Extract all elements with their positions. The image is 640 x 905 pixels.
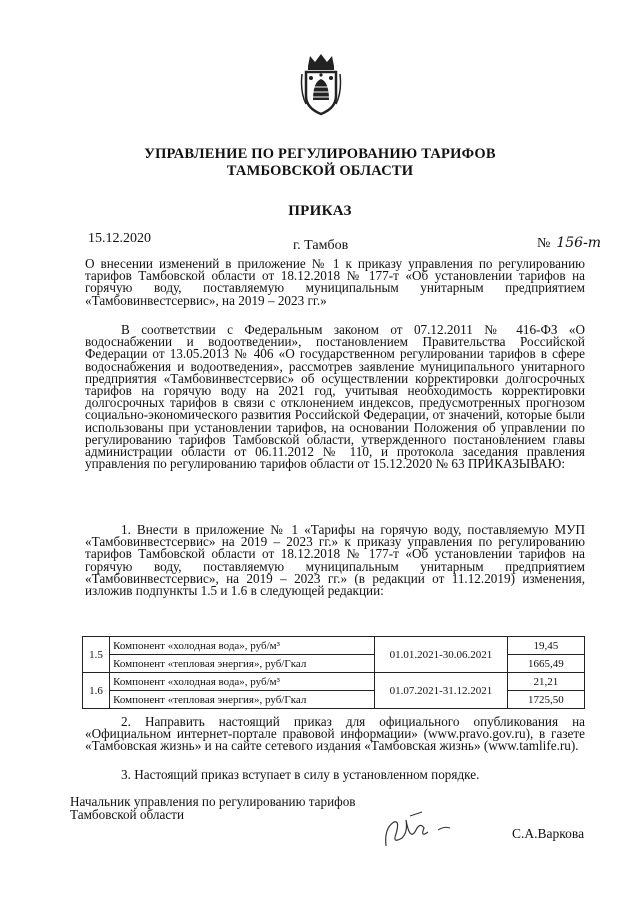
row-number: 1.5 [83, 637, 110, 673]
tariff-table [82, 636, 585, 709]
component-name: Компонент «холодная вода», руб/м³ [110, 637, 375, 655]
agency-name-line1: УПРАВЛЕНИЕ ПО РЕГУЛИРОВАНИЮ ТАРИФОВ [144, 146, 496, 162]
order-date: 15.12.2020 [88, 231, 151, 246]
tariff-value: 1665,49 [507, 655, 584, 673]
tariff-value: 19,45 [507, 637, 584, 655]
tariff-value: 21,21 [507, 673, 584, 691]
signer-name: С.А.Варкова [512, 826, 585, 841]
item-1-paragraph: 1. Внести в приложение № 1 «Тарифы на горячую воду, поставляемую МУП «Тамбовинвестсервис» на 2019 – 2023 гг.» к приказу управления по регулированию тарифов Тамбовской области от 18.12.2018 № 177-т «Об установлении тарифов на горячую воду, поставляемую муниципальным унитарным предприятием «Тамбовинвестсервис», на 2019 – 2023 гг.» (в редакции от 11.12.2019) изменения, изложив подпункты 1.5 и 1.6 в следующей редакции: [85, 522, 585, 599]
order-number-value: 156-т [556, 235, 602, 251]
table-row [83, 673, 585, 691]
item-3-paragraph: 3. Настоящий приказ вступает в силу в установленном порядке. [121, 767, 480, 782]
table-row [83, 655, 585, 673]
coat-of-arms-icon [300, 52, 342, 116]
order-number-label: № [537, 236, 551, 251]
handwritten-signature [380, 808, 460, 852]
signer-position: Начальник управления по регулированию тарифов Тамбовской области [70, 794, 356, 822]
document-title: ПРИКАЗ [288, 203, 352, 219]
table-row [83, 637, 585, 655]
table-row [83, 691, 585, 709]
preamble-paragraph: В соответствии с Федеральным законом от 07.12.2011 № 416-ФЗ «О водоснабжении и водоотведении», постановлением Правительства Российской Федерации от 13.05.2013 № 406 «О государственном регулировании тарифов в сфере водоснабжения и водоотведения», рассмотрев заявление муниципального унитарного предприятия «Тамбовинвестсервис» об осуществлении корректировки долгосрочных тарифов на горячую воду на 2021 год, учитывая необходимость корректировки долгосрочных тарифов в связи с отклонением индексов, предусмотренных прогнозом социально-экономического развития Российской Федерации, от значений, которые были использованы при установлении тарифов, на основании Положения об управлении по регулированию тарифов Тамбовской области, утвержденного постановлением главы администрации области от 06.11.2012 № 110, и протокола заседания правления управления по регулированию тарифов области от 15.12.2020 № 63 ПРИКАЗЫВАЮ: [85, 322, 585, 472]
order-subject: О внесении изменений в приложение № 1 к приказу управления по регулированию тарифов Тамбовской области от 18.12.2018 № 177-т «Об установлении тарифов на горячую воду, поставляемую муниципальным унитарным предприятием «Тамбовинвестсервис», на 2019 – 2023 гг.» [85, 256, 585, 308]
validity-period: 01.01.2021-30.06.2021 [375, 637, 508, 673]
tariff-value: 1725,50 [507, 691, 584, 709]
order-city: г. Тамбов [293, 238, 349, 253]
order-number [537, 235, 601, 252]
component-name: Компонент «тепловая энергия», руб/Гкал [110, 655, 375, 673]
item-2-paragraph: 2. Направить настоящий приказ для официального опубликования на «Официальном интернет-портале правовой информации» (www.pravo.gov.ru), в газете «Тамбовская жизнь» и на сайте сетевого издания «Тамбовская жизнь» (www.tamlife.ru). [85, 714, 585, 754]
validity-period: 01.07.2021-31.12.2021 [375, 673, 508, 709]
agency-name-line2: ТАМБОВСКОЙ ОБЛАСТИ [226, 163, 414, 179]
row-number: 1.6 [83, 673, 110, 709]
component-name: Компонент «холодная вода», руб/м³ [110, 673, 375, 691]
component-name: Компонент «тепловая энергия», руб/Гкал [110, 691, 375, 709]
